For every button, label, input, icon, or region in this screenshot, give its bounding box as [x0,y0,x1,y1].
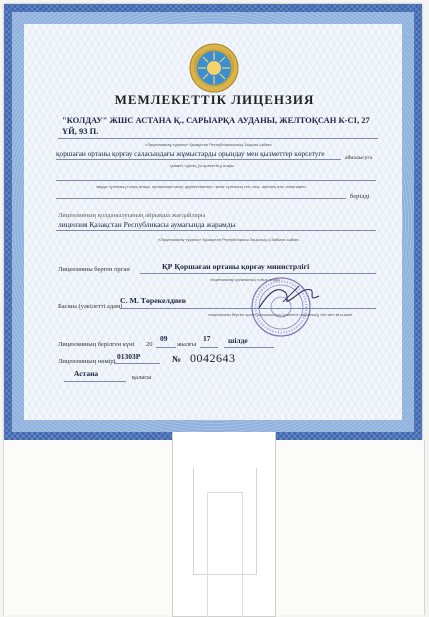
head-rule [120,308,376,309]
caption-conditions: «Лицензиялау туралы» Қазақстан Республикасы Заңының 4-бабына сәйкес [158,237,300,242]
binding-tab [172,432,276,617]
activity-suffix: айналысуға [345,155,373,161]
issuer-value: ҚР Қоршаған ортаны қорғау министрлігі [162,262,310,271]
activity-rule [56,159,341,160]
head-value: С. М. Төрекелдиев [120,296,186,305]
activity-text: қоршаған ортаны қорғау саласындағы жұмыстарды орындау мен қызметтер көрсетуге [56,149,325,158]
binding-cut-inner [207,492,243,617]
issuer-label: Лицензияны берген орган [58,266,130,273]
issuer-rule [140,273,376,274]
date-label: Лицензияның берілген күні [58,341,135,348]
caption-head: лицензияны берген орган басшысының (уәкілетті адамның) тегі мен аты-жөні [208,312,352,317]
caption-licensee: «Лицензиялау туралы» Қазақстан Республикасының Заңына сәйкес [145,142,272,147]
date-prefix: 20 [146,341,153,348]
number-rule [114,363,160,364]
caption-activity: қызмет түрінің (іс-әрекеттің) атауы [170,163,234,168]
signature-icon [255,282,325,314]
head-label: Басшы (уәкілетті адам) [58,303,123,310]
conditions-rule [56,230,376,231]
date-month: шілде [228,336,248,345]
number-value: 01303Р [117,352,141,361]
person-rule-2 [56,198,346,199]
berildi-label: берілді [350,193,370,200]
serial-prefix: № [172,354,182,364]
licensee-rule [58,138,378,139]
licensee-line-2: ҮЙ, 93 П. [62,126,99,136]
caption-person: заңды тұлғаның толық атауы, орналасқан жері, деректемелері / жеке тұлғаның тегі, аты, әкесінің аты толығымен [96,184,306,189]
date-month-rule [224,347,274,348]
serial-number: 0042643 [190,351,236,365]
conditions-value: лицензия Қазақстан Республикасы аумағында жарамды [58,220,236,229]
state-emblem-icon [188,42,240,94]
date-year-suffix: жылғы [177,341,197,348]
person-rule-1 [56,180,376,181]
licensee-line-1: "КОЛДАУ" ЖШС АСТАНА Қ., САРЫАРҚА АУДАНЫ, ЖЕЛТОҚСАН К-СІ, 27 [62,115,370,125]
caption-issuer: лицензиялау органының толық атауы [210,277,280,282]
city-suffix: қаласы [132,374,152,381]
license-title: МЕМЛЕКЕТТІК ЛИЦЕНЗИЯ [114,92,315,107]
date-year: 09 [160,334,168,343]
conditions-label: Лицензияның қолданылуының айрықша жағдайлары [58,212,206,219]
date-day-rule [200,347,218,348]
date-year-rule [156,347,176,348]
city-rule [64,381,126,382]
city-value: Астана [74,369,99,378]
date-day: 17 [203,334,211,343]
number-label: Лицензияның нөмірі [58,358,116,365]
